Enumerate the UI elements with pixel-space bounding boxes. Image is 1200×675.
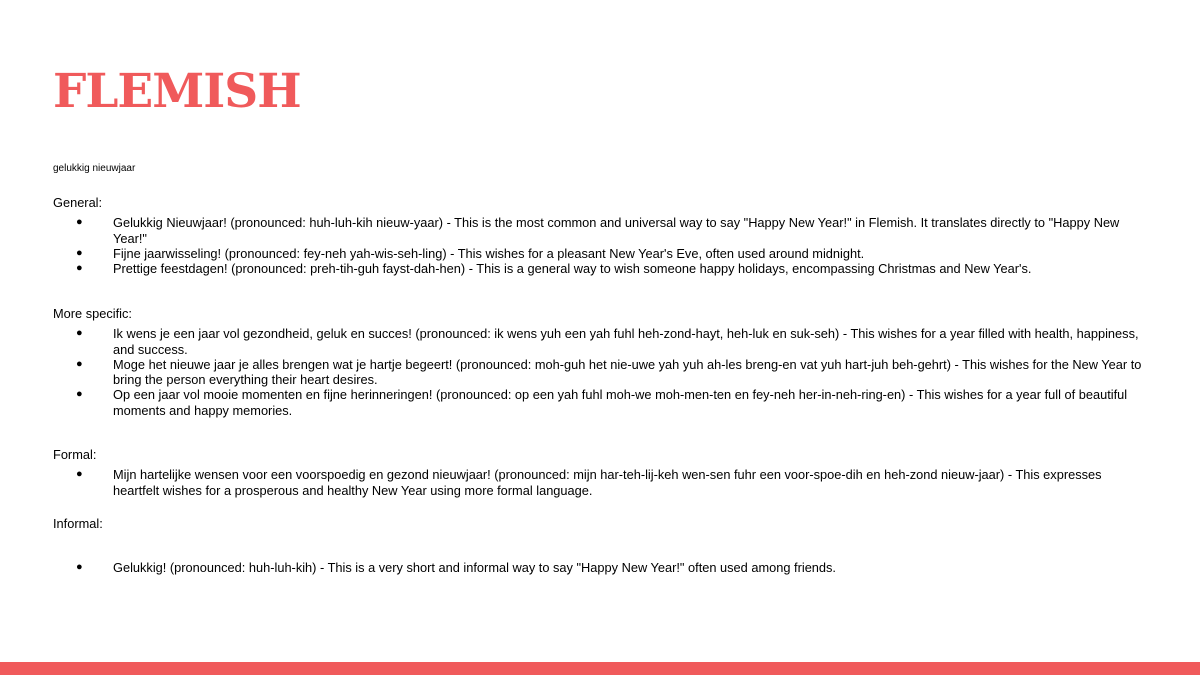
list-item [53,326,1153,357]
list-item [53,387,1153,418]
section-formal [53,447,1153,498]
bullet-icon: ● [76,262,83,275]
section-heading: Formal: [53,447,97,462]
bullet-icon: ● [76,561,83,574]
list-item-text: Mijn hartelijke wensen voor een voorspoedig en gezond nieuwjaar! (pronounced: mijn har-teh-lij-keh wen-sen fuhr een voor-spoe-dih en heh-zond nieuw-jaar) - This expresses heartfelt wishes for a prosperous and healthy New Year using more formal language. [113,467,1102,498]
list-item-text: Prettige feestdagen! (pronounced: preh-tih-guh fayst-dah-hen) - This is a general way to wish someone happy holidays, encompassing Christmas and New Year's. [113,261,1032,277]
bullet-icon: ● [76,357,83,370]
bullet-icon: ● [76,216,83,229]
section-general [53,195,1153,276]
bullet-list [53,467,1153,498]
section-heading: General: [53,195,103,210]
list-item [53,215,1153,246]
bottom-accent-bar [0,662,1200,675]
section-more-specific [53,306,1153,418]
list-item-text: Fijne jaarwisseling! (pronounced: fey-neh yah-wis-seh-ling) - This wishes for a pleasant New Year's Eve, often used around midnight. [113,245,865,261]
slide-subtitle: gelukkig nieuwjaar [53,163,136,174]
list-item [53,357,1153,388]
bullet-list [53,326,1153,418]
list-item [53,560,1153,575]
list-item-text: Ik wens je een jaar vol gezondheid, geluk en succes! (pronounced: ik wens yuh een yah fuhl heh-zond-hayt, heh-luk en suk-seh) - This wishes for a year filled with health, happiness, and success. [113,326,1139,357]
list-item-text: Moge het nieuwe jaar je alles brengen wat je hartje begeert! (pronounced: moh-guh het nie-uwe yah yuh ah-les breng-en vat yuh hart-juh beh-gehrt) - This wishes for the New Year to bring the person everything their heart desires. [113,356,1142,388]
list-item-text: Gelukkig Nieuwjaar! (pronounced: huh-luh-kih nieuw-yaar) - This is the most common and universal way to say "Happy New Year!" in Flemish. It translates directly to "Happy New Year!" [113,215,1120,246]
section-informal [53,516,1153,576]
list-item-text: Op een jaar vol mooie momenten en fijne herinneringen! (pronounced: op een yah fuhl moh-we moh-men-ten en fey-neh her-in-neh-ring-en) - This wishes for a year full of beautiful moments and happy memories. [113,387,1128,418]
bullet-icon: ● [76,327,83,340]
list-item [53,467,1153,498]
section-heading: Informal: [53,516,103,531]
slide-title: FLEMISH [53,64,301,119]
bullet-list [53,560,1153,575]
list-item [53,246,1153,261]
bullet-icon: ● [76,388,83,401]
list-item-text: Gelukkig! (pronounced: huh-luh-kih) - This is a very short and informal way to say "Happy New Year!" often used among friends. [113,560,836,576]
bullet-list [53,215,1153,276]
bullet-icon: ● [76,246,83,259]
section-heading: More specific: [53,306,132,321]
list-item [53,261,1153,276]
bullet-icon: ● [76,468,83,481]
